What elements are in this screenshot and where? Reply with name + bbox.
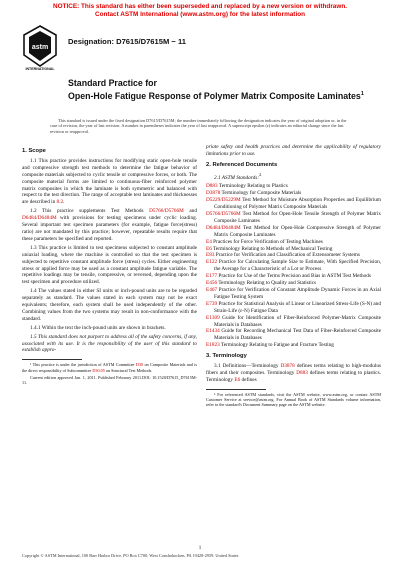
para-3-1-text: defines	[241, 376, 257, 383]
para-1-4: 1.4 The values stated in either SI units or inch-pound units are to be regarded separately as standard. The values stated in each system may not be exact equivalents; therefore, each system shall be used independently of the other. Combining values from the two systems may result in non-conformance with the standard.	[22, 288, 197, 322]
reference-title: Practices for Force Verification of Testing Machines	[213, 238, 323, 245]
title-text: Open-Hole Fatigue Response of Polymer Matrix Composite Laminates	[68, 90, 361, 101]
ref-link[interactable]: E83	[206, 252, 215, 259]
ref-link[interactable]: E4	[206, 238, 212, 245]
reference-title: Practice for Verification of Constant Amplitude Dynamic Forces in an Axial Fatigue Testing System	[214, 286, 381, 300]
designation: Designation: D7615/D7615M − 11	[68, 37, 186, 46]
right-column	[206, 144, 381, 410]
reference-title: Practice for Statistical Analysis of Linear or Linearized Stress-Life (S-N) and Strain-Life (ε-N) Fatigue Data	[214, 300, 382, 314]
ref-link[interactable]: D5766/D5766M	[206, 211, 241, 217]
para-1-2	[22, 208, 197, 243]
reference-title: Terminology Relating to Fatigue and Fracture Testing	[220, 342, 334, 349]
reference-item	[206, 342, 381, 349]
left-column	[22, 144, 197, 388]
footnote-edition: Current edition approved Jan. 1, 2011. Published February 2011.DOI: 10.1520/D7615_D7615M-11.	[22, 374, 197, 386]
reference-title: Practice for Use of the Terms Precision and Bias in ASTM Test Methods	[218, 273, 371, 280]
logo-caption: INTERNATIONAL	[25, 67, 55, 71]
reference-title: Practice for Calculating Sample Size to Estimate, With Specified Precision, the Average for a Characteristic of a Lot or Process	[214, 259, 382, 273]
ref-link[interactable]: D30.05	[92, 367, 105, 373]
reference-item	[206, 259, 381, 273]
astm-standards-line	[206, 172, 381, 182]
terminology-heading: 3. Terminology	[206, 353, 247, 360]
astm-standards-label: 2.1 ASTM Standards:	[214, 174, 260, 181]
reference-item	[206, 273, 381, 280]
reference-title: Terminology Relating to Methods of Mechanical Testing	[213, 245, 333, 252]
footnote-1	[22, 362, 197, 373]
para-1-2-text: with provisions for testing specimens under cyclic loading. Several important test specimen parameters (for example, fatigue force(stress) ratio) are not mandated by this practice; however, repeatable results require that these parameters be specified and reported.	[22, 215, 198, 242]
footnote-text: ¹ This practice is under the jurisdiction of ASTM Committee	[30, 362, 135, 368]
reference-title: Test Method for Open-Hole Tensile Strength of Polymer Matrix Composite Laminates	[214, 211, 382, 224]
footnote-mark: 2	[259, 171, 262, 177]
notice-line-1: NOTICE: This standard has either been superseded and replaced by a new version or withdrawn.	[52, 3, 348, 10]
reference-item	[206, 239, 381, 246]
ref-link[interactable]: E6	[234, 376, 241, 383]
reference-item	[206, 287, 381, 301]
para-1-1-text: 1.1 This practice provides instructions for modifying static open-hole tensile and compressive strength test methods to determine the fatigue behavior of composite materials subjected to cyclic tensile or compressive forces, or both. The composite material forms are limited to continuous-fiber reinforced polymer matrix composites in which the laminate is both symmetric and balanced with respect to the test direction. The range of acceptable test laminates and thicknesses are described in	[22, 157, 197, 206]
reference-item	[206, 280, 381, 287]
para-1-5: 1.5 This standard does not purport to address all of the safety concerns, if any, associated with its use. It is the responsibility of the user of this standard to establish appro-	[22, 333, 197, 354]
referenced-standards-list	[206, 183, 381, 349]
ref-link[interactable]: E1434	[206, 328, 220, 335]
para-1-3: 1.3 This practice is limited to test specimens subjected to constant amplitude uniaxial loading, where the machine is controlled so that the test specimen is subjected to repetitive constant amplitude force (stress) cycles. Either engineering stress or applied force may be used as a constant amplitude fatigue variable. The repetitive loadings may be tensile, compressive, or reversed, depending upon the test specimen and procedure utilized.	[22, 244, 197, 286]
page-number: 1	[198, 546, 202, 551]
para-3-1-text: defines terms relating to plastics. Terminology	[206, 369, 381, 383]
reference-title: Test Method for Open-Hole Compressive Strength of Polymer Matrix Composite Laminates	[214, 224, 382, 238]
footnote-text: on Structural Test Methods.	[105, 367, 153, 373]
document-title	[68, 89, 368, 102]
reference-title: Terminology for Composite Materials	[221, 190, 302, 197]
reference-title: Guide for Identification of Fiber-Reinforced Polymer-Matrix Composite Materials in Databases	[214, 314, 381, 328]
footnote-divider	[206, 389, 266, 390]
ref-link[interactable]: E456	[206, 280, 218, 287]
para-3-1-text: defines terms relating to high-modulus fibers and their composites. Terminology	[206, 363, 381, 376]
footnote-2: ² For referenced ASTM standards, visit the ASTM website, www.astm.org, or contact ASTM Customer Service at service@astm.org. For Annual Book of ASTM Standards volume information, refer to the standard's Document Summary page on the ASTM website.	[206, 391, 381, 408]
ref-link[interactable]: 8.2	[56, 199, 64, 206]
copyright-footer: Copyright © ASTM International, 100 Barr Harbor Drive, PO Box C700, West Conshohocken, PA 19428-2959. United States	[22, 553, 239, 558]
notice-line-2: Contact ASTM International (www.astm.org) for the latest information	[94, 10, 306, 18]
issue-note: This standard is issued under the fixed designation D7615/D7615M; the number immediately following the designation indicates the year of original adoption or, in the case of revision, the year of last revision. A number in parentheses indicates the year of last reapproval. A superscript epsilon (ε) indicates an editorial change since the last revision or reapproval.	[50, 118, 347, 134]
reference-item	[206, 315, 381, 329]
ref-link[interactable]: D5766/D5766M	[149, 208, 184, 215]
scope-heading: 1. Scope	[22, 148, 46, 154]
para-1-2-text: and	[189, 208, 198, 215]
ref-link[interactable]: D883	[206, 183, 218, 190]
ref-link[interactable]: D883	[296, 369, 308, 376]
para-3-1	[206, 363, 381, 384]
astm-logo-icon	[22, 25, 58, 67]
ref-link[interactable]: D5229/D5229M	[206, 197, 241, 204]
withdrawn-notice	[0, 3, 400, 18]
reference-title: Terminology Relating to Plastics	[218, 183, 288, 190]
ref-link[interactable]: D30	[135, 362, 144, 368]
reference-item	[206, 301, 381, 315]
ref-link[interactable]: E122	[206, 259, 218, 266]
ref-link[interactable]: D6484/D6484M	[22, 215, 57, 222]
para-1-5-continued: priate safety and health practices and determine the applicability of regulatory limitations prior to use.	[206, 144, 381, 157]
reference-title: Guide for Recording Mechanical Test Data of Fiber-Reinforced Composite Materials in Databases	[214, 328, 382, 342]
ref-link[interactable]: E1823	[206, 342, 220, 349]
reference-item	[206, 211, 381, 225]
para-1-2-text: 1.2 This practice supplements Test Methods	[30, 208, 144, 215]
footnote-divider	[22, 359, 82, 360]
svg-text:astm: astm	[31, 44, 49, 51]
ref-link[interactable]: E467	[206, 286, 218, 293]
title-footnote-mark: 1	[360, 91, 364, 97]
ref-link[interactable]: E1309	[206, 314, 220, 321]
ref-link[interactable]: D6484/D6484M	[206, 224, 241, 231]
ref-link[interactable]: E177	[206, 273, 218, 280]
ref-link[interactable]: E6	[206, 245, 212, 252]
para-3-1-text: 3.1 Definitions—Terminology	[214, 363, 279, 370]
para-1-1: 1.1 This practice provides instructions for modifying static open-hole tensile and compressive strength test methods to determine the fatigue behavior of composite materials subjected to cyclic tensile or compressive forces, or both. The composite material forms are limited to continuous-fiber reinforced polymer matrix composites in which the laminate is both symmetric and balanced with respect to the test direction. The range of acceptable test laminates and thicknesses are described in 8.2.	[22, 157, 197, 206]
standard-kind: Standard Practice for	[68, 78, 157, 88]
footnote-text: on Composite Materials and is the direct responsibility of Subcommittee	[22, 362, 198, 373]
referenced-documents-heading: 2. Referenced Documents	[206, 161, 278, 168]
ref-link[interactable]: D3878	[206, 190, 221, 197]
para-1-4-1: 1.4.1 Within the text the inch-pound units are shown in brackets.	[30, 324, 166, 331]
reference-item	[206, 328, 381, 342]
reference-item	[206, 197, 381, 211]
ref-link[interactable]: D3878	[280, 363, 295, 370]
ref-link[interactable]: E739	[206, 300, 218, 307]
reference-title: Practice for Verification and Classification of Extensometer Systems	[215, 252, 360, 259]
reference-item	[206, 225, 381, 239]
reference-title: Terminology Relating to Quality and Statistics	[218, 280, 317, 287]
reference-title: Test Method for Moisture Absorption Properties and Equilibrium Conditioning of Polymer Matrix Composite Materials	[214, 197, 381, 211]
